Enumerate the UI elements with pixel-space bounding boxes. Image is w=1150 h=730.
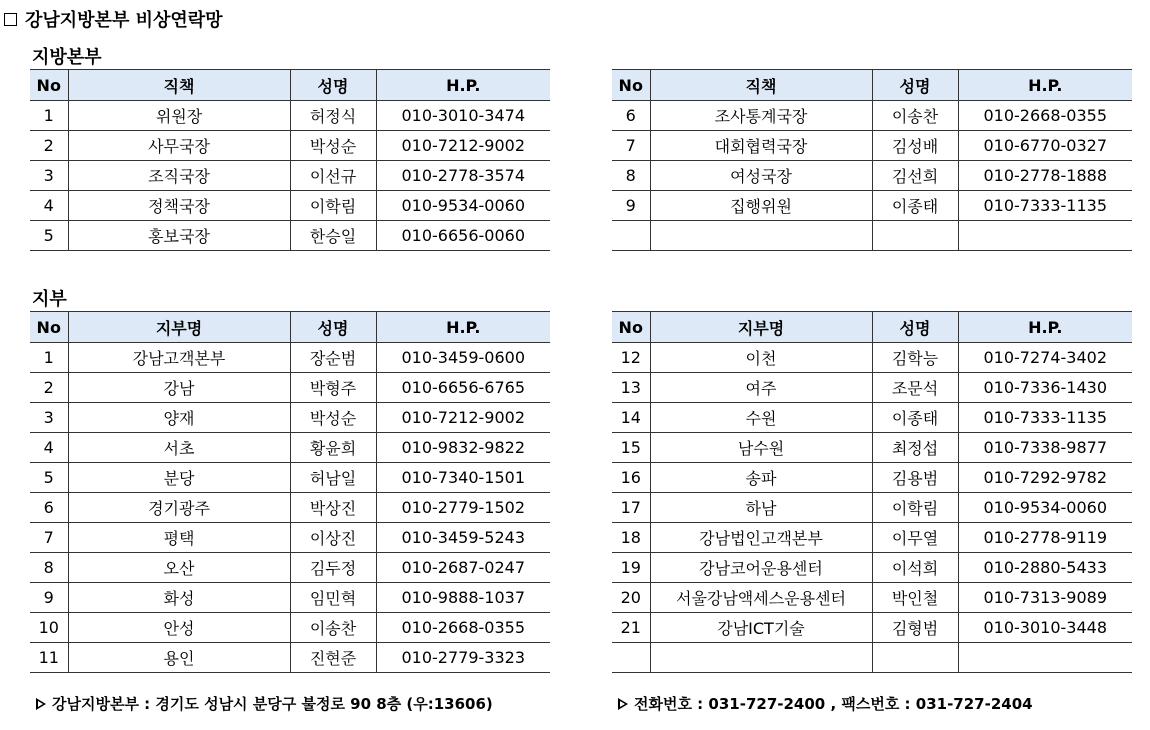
table-row bbox=[30, 191, 550, 221]
cell-role: 서초 bbox=[68, 433, 290, 463]
column-header-no: No bbox=[30, 312, 68, 343]
cell-no: 3 bbox=[30, 161, 68, 191]
column-header-phone: H.P. bbox=[958, 312, 1132, 343]
cell-no: 13 bbox=[612, 373, 650, 403]
cell-name: 이학림 bbox=[872, 493, 958, 523]
table-row bbox=[612, 191, 1132, 221]
cell-role: 강남법인고객본부 bbox=[650, 523, 872, 553]
cell-name: 진현준 bbox=[290, 643, 376, 673]
table-row bbox=[30, 583, 550, 613]
branch-table-right bbox=[612, 311, 1132, 673]
table-row bbox=[30, 101, 550, 131]
cell-role: 남수원 bbox=[650, 433, 872, 463]
cell-no: 17 bbox=[612, 493, 650, 523]
cell-phone: 010-2779-3323 bbox=[376, 643, 550, 673]
cell-no: 15 bbox=[612, 433, 650, 463]
branch-section-title: 지부 bbox=[32, 289, 67, 310]
cell-no bbox=[612, 221, 650, 251]
cell-phone: 010-3459-5243 bbox=[376, 523, 550, 553]
cell-role bbox=[650, 643, 872, 673]
cell-phone: 010-7292-9782 bbox=[958, 463, 1132, 493]
table-row bbox=[612, 403, 1132, 433]
cell-no: 10 bbox=[30, 613, 68, 643]
cell-role: 조사통계국장 bbox=[650, 101, 872, 131]
column-header-name: 성명 bbox=[290, 70, 376, 101]
triangle-right-icon bbox=[618, 698, 628, 710]
cell-role: 경기광주 bbox=[68, 493, 290, 523]
column-header-phone: H.P. bbox=[958, 70, 1132, 101]
cell-no: 6 bbox=[30, 493, 68, 523]
cell-no: 1 bbox=[30, 101, 68, 131]
cell-name: 박성순 bbox=[290, 403, 376, 433]
table-row bbox=[30, 463, 550, 493]
column-header-no: No bbox=[30, 70, 68, 101]
table-row bbox=[30, 433, 550, 463]
cell-role bbox=[650, 221, 872, 251]
cell-phone: 010-2778-1888 bbox=[958, 161, 1132, 191]
cell-no: 9 bbox=[612, 191, 650, 221]
table-row bbox=[612, 583, 1132, 613]
cell-no: 1 bbox=[30, 343, 68, 373]
cell-no: 16 bbox=[612, 463, 650, 493]
cell-no: 4 bbox=[30, 191, 68, 221]
table-row bbox=[30, 131, 550, 161]
cell-role: 이천 bbox=[650, 343, 872, 373]
cell-no: 11 bbox=[30, 643, 68, 673]
cell-role: 사무국장 bbox=[68, 131, 290, 161]
table-row bbox=[30, 523, 550, 553]
cell-name: 이상진 bbox=[290, 523, 376, 553]
footer-phone-text: 전화번호 : 031-727-2400 , 팩스번호 : 031-727-2404 bbox=[634, 695, 1033, 713]
cell-role: 오산 bbox=[68, 553, 290, 583]
table-row bbox=[612, 101, 1132, 131]
cell-name: 조문석 bbox=[872, 373, 958, 403]
table-row bbox=[612, 221, 1132, 251]
branch-table-left bbox=[30, 311, 550, 673]
cell-name: 이종태 bbox=[872, 403, 958, 433]
table-row bbox=[30, 493, 550, 523]
cell-role: 위원장 bbox=[68, 101, 290, 131]
cell-no: 5 bbox=[30, 463, 68, 493]
cell-no: 19 bbox=[612, 553, 650, 583]
table-row bbox=[30, 373, 550, 403]
cell-no: 4 bbox=[30, 433, 68, 463]
cell-phone: 010-7336-1430 bbox=[958, 373, 1132, 403]
cell-role: 송파 bbox=[650, 463, 872, 493]
cell-phone: 010-9534-0060 bbox=[376, 191, 550, 221]
cell-phone: 010-2778-9119 bbox=[958, 523, 1132, 553]
page-title-text: 강남지방본부 비상연락망 bbox=[25, 10, 223, 31]
cell-name: 황윤희 bbox=[290, 433, 376, 463]
table-row bbox=[612, 161, 1132, 191]
cell-role: 분당 bbox=[68, 463, 290, 493]
cell-no: 12 bbox=[612, 343, 650, 373]
table-row bbox=[612, 463, 1132, 493]
column-header-phone: H.P. bbox=[376, 70, 550, 101]
cell-phone: 010-6656-0060 bbox=[376, 221, 550, 251]
cell-no: 7 bbox=[612, 131, 650, 161]
cell-role: 홍보국장 bbox=[68, 221, 290, 251]
cell-phone: 010-3010-3448 bbox=[958, 613, 1132, 643]
footer-phone bbox=[618, 693, 1033, 714]
footer-address-text: 강남지방본부 : 경기도 성남시 분당구 불정로 90 8층 (우:13606) bbox=[52, 695, 493, 713]
cell-name: 김형범 bbox=[872, 613, 958, 643]
cell-role: 여성국장 bbox=[650, 161, 872, 191]
cell-no: 7 bbox=[30, 523, 68, 553]
cell-phone: 010-2779-1502 bbox=[376, 493, 550, 523]
cell-phone: 010-2880-5433 bbox=[958, 553, 1132, 583]
table-row bbox=[612, 343, 1132, 373]
cell-phone: 010-2668-0355 bbox=[376, 613, 550, 643]
cell-name: 장순범 bbox=[290, 343, 376, 373]
cell-role: 조직국장 bbox=[68, 161, 290, 191]
cell-name bbox=[872, 221, 958, 251]
table-row bbox=[612, 493, 1132, 523]
cell-no: 2 bbox=[30, 131, 68, 161]
cell-role: 대회협력국장 bbox=[650, 131, 872, 161]
cell-phone: 010-7333-1135 bbox=[958, 403, 1132, 433]
table-header-row bbox=[612, 312, 1132, 343]
cell-name bbox=[872, 643, 958, 673]
footer-address bbox=[36, 693, 493, 714]
cell-name: 박형주 bbox=[290, 373, 376, 403]
cell-phone: 010-3459-0600 bbox=[376, 343, 550, 373]
hq-section-title: 지방본부 bbox=[32, 47, 102, 68]
column-header-name: 성명 bbox=[872, 70, 958, 101]
cell-role: 수원 bbox=[650, 403, 872, 433]
cell-role: 안성 bbox=[68, 613, 290, 643]
cell-role: 강남 bbox=[68, 373, 290, 403]
column-header-name: 성명 bbox=[872, 312, 958, 343]
table-row bbox=[30, 343, 550, 373]
cell-no bbox=[612, 643, 650, 673]
table-row bbox=[612, 373, 1132, 403]
cell-name: 박인철 bbox=[872, 583, 958, 613]
column-header-role: 직책 bbox=[650, 70, 872, 101]
table-row bbox=[30, 613, 550, 643]
cell-name: 이종태 bbox=[872, 191, 958, 221]
cell-role: 강남코어운용센터 bbox=[650, 553, 872, 583]
cell-name: 이학림 bbox=[290, 191, 376, 221]
column-header-role: 직책 bbox=[68, 70, 290, 101]
cell-no: 8 bbox=[30, 553, 68, 583]
cell-role: 강남고객본부 bbox=[68, 343, 290, 373]
table-row bbox=[30, 643, 550, 673]
cell-name: 김학능 bbox=[872, 343, 958, 373]
cell-no: 6 bbox=[612, 101, 650, 131]
cell-name: 최정섭 bbox=[872, 433, 958, 463]
cell-name: 한승일 bbox=[290, 221, 376, 251]
cell-role: 화성 bbox=[68, 583, 290, 613]
table-row bbox=[612, 643, 1132, 673]
cell-role: 서울강남액세스운용센터 bbox=[650, 583, 872, 613]
cell-name: 임민혁 bbox=[290, 583, 376, 613]
cell-phone bbox=[958, 221, 1132, 251]
cell-name: 이선규 bbox=[290, 161, 376, 191]
cell-name: 박상진 bbox=[290, 493, 376, 523]
triangle-right-icon bbox=[36, 698, 46, 710]
cell-phone: 010-7333-1135 bbox=[958, 191, 1132, 221]
cell-no: 2 bbox=[30, 373, 68, 403]
cell-role: 여주 bbox=[650, 373, 872, 403]
cell-name: 김선희 bbox=[872, 161, 958, 191]
column-header-phone: H.P. bbox=[376, 312, 550, 343]
cell-role: 정책국장 bbox=[68, 191, 290, 221]
table-row bbox=[30, 221, 550, 251]
cell-name: 이송찬 bbox=[290, 613, 376, 643]
cell-phone: 010-7340-1501 bbox=[376, 463, 550, 493]
checkbox-square-icon bbox=[4, 13, 17, 26]
column-header-name: 성명 bbox=[290, 312, 376, 343]
cell-phone: 010-2687-0247 bbox=[376, 553, 550, 583]
cell-name: 허남일 bbox=[290, 463, 376, 493]
cell-name: 박성순 bbox=[290, 131, 376, 161]
cell-phone: 010-9832-9822 bbox=[376, 433, 550, 463]
cell-phone: 010-7313-9089 bbox=[958, 583, 1132, 613]
cell-phone: 010-6656-6765 bbox=[376, 373, 550, 403]
cell-role: 하남 bbox=[650, 493, 872, 523]
cell-name: 김용범 bbox=[872, 463, 958, 493]
cell-no: 9 bbox=[30, 583, 68, 613]
cell-phone: 010-6770-0327 bbox=[958, 131, 1132, 161]
table-row bbox=[30, 403, 550, 433]
table-row bbox=[612, 553, 1132, 583]
hq-table-right bbox=[612, 69, 1132, 251]
table-header-row bbox=[612, 70, 1132, 101]
cell-phone: 010-2668-0355 bbox=[958, 101, 1132, 131]
cell-phone: 010-9534-0060 bbox=[958, 493, 1132, 523]
cell-phone bbox=[958, 643, 1132, 673]
column-header-role: 지부명 bbox=[68, 312, 290, 343]
cell-phone: 010-7274-3402 bbox=[958, 343, 1132, 373]
column-header-no: No bbox=[612, 312, 650, 343]
table-row bbox=[30, 161, 550, 191]
column-header-role: 지부명 bbox=[650, 312, 872, 343]
cell-no: 18 bbox=[612, 523, 650, 553]
cell-phone: 010-7338-9877 bbox=[958, 433, 1132, 463]
page-title bbox=[4, 6, 223, 32]
table-row bbox=[612, 433, 1132, 463]
cell-name: 김두정 bbox=[290, 553, 376, 583]
cell-no: 20 bbox=[612, 583, 650, 613]
cell-name: 이무열 bbox=[872, 523, 958, 553]
table-row bbox=[30, 553, 550, 583]
hq-table-left bbox=[30, 69, 550, 251]
cell-phone: 010-3010-3474 bbox=[376, 101, 550, 131]
cell-no: 8 bbox=[612, 161, 650, 191]
cell-role: 강남ICT기술 bbox=[650, 613, 872, 643]
cell-no: 21 bbox=[612, 613, 650, 643]
cell-name: 이석희 bbox=[872, 553, 958, 583]
cell-name: 허정식 bbox=[290, 101, 376, 131]
cell-phone: 010-7212-9002 bbox=[376, 403, 550, 433]
cell-role: 양재 bbox=[68, 403, 290, 433]
table-row bbox=[612, 523, 1132, 553]
table-header-row bbox=[30, 70, 550, 101]
cell-phone: 010-9888-1037 bbox=[376, 583, 550, 613]
cell-name: 김성배 bbox=[872, 131, 958, 161]
cell-phone: 010-2778-3574 bbox=[376, 161, 550, 191]
cell-no: 5 bbox=[30, 221, 68, 251]
cell-role: 평택 bbox=[68, 523, 290, 553]
table-row bbox=[612, 613, 1132, 643]
cell-phone: 010-7212-9002 bbox=[376, 131, 550, 161]
cell-no: 14 bbox=[612, 403, 650, 433]
column-header-no: No bbox=[612, 70, 650, 101]
cell-no: 3 bbox=[30, 403, 68, 433]
cell-role: 용인 bbox=[68, 643, 290, 673]
cell-role: 집행위원 bbox=[650, 191, 872, 221]
table-header-row bbox=[30, 312, 550, 343]
table-row bbox=[612, 131, 1132, 161]
cell-name: 이송찬 bbox=[872, 101, 958, 131]
